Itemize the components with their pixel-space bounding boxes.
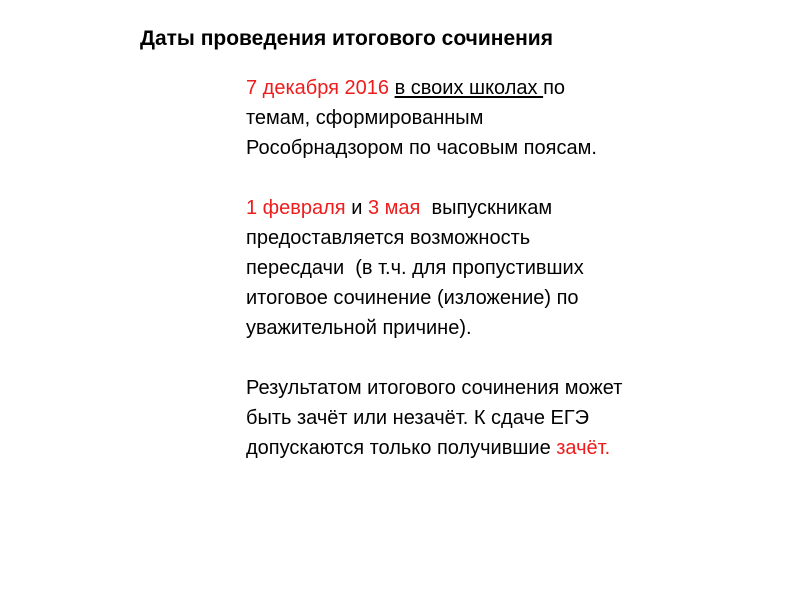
- paragraph-retake-dates: [246, 193, 786, 343]
- paragraph-line: пересдачи (в т.ч. для пропустивших: [246, 257, 584, 279]
- text-fragment: по: [543, 77, 566, 99]
- page-title: Даты проведения итогового сочинения: [140, 27, 553, 50]
- text-fragment: и: [345, 197, 368, 219]
- paragraph-spacer: [246, 163, 786, 193]
- exam-date: 7 декабря 2016: [246, 77, 390, 99]
- paragraph-line: [246, 193, 786, 223]
- paragraph-line: Рособрнадзором по часовым поясам.: [246, 137, 597, 159]
- text-fragment: допускаются только получившие: [246, 437, 557, 459]
- exam-place: в своих школах: [394, 77, 544, 99]
- main-content: [246, 73, 786, 463]
- text-fragment: выпускникам: [420, 197, 553, 219]
- paragraph-spacer: [246, 343, 786, 373]
- paragraph-line: [246, 433, 786, 463]
- paragraph-line: уважительной причине).: [246, 317, 472, 339]
- pass-highlight: зачёт.: [556, 437, 611, 459]
- paragraph-line: Результатом итогового сочинения может: [246, 377, 623, 399]
- paragraph-line: темам, сформированным: [246, 107, 484, 129]
- retake-date-may: 3 мая: [367, 197, 421, 219]
- paragraph-line: [246, 73, 786, 103]
- paragraph-line: итоговое сочинение (изложение) по: [246, 287, 579, 309]
- paragraph-line: быть зачёт или незачёт. К сдаче ЕГЭ: [246, 407, 590, 429]
- retake-date-february: 1 февраля: [246, 197, 346, 219]
- paragraph-line: предоставляется возможность: [246, 227, 531, 249]
- paragraph-result: [246, 373, 786, 463]
- paragraph-exam-date: [246, 73, 786, 163]
